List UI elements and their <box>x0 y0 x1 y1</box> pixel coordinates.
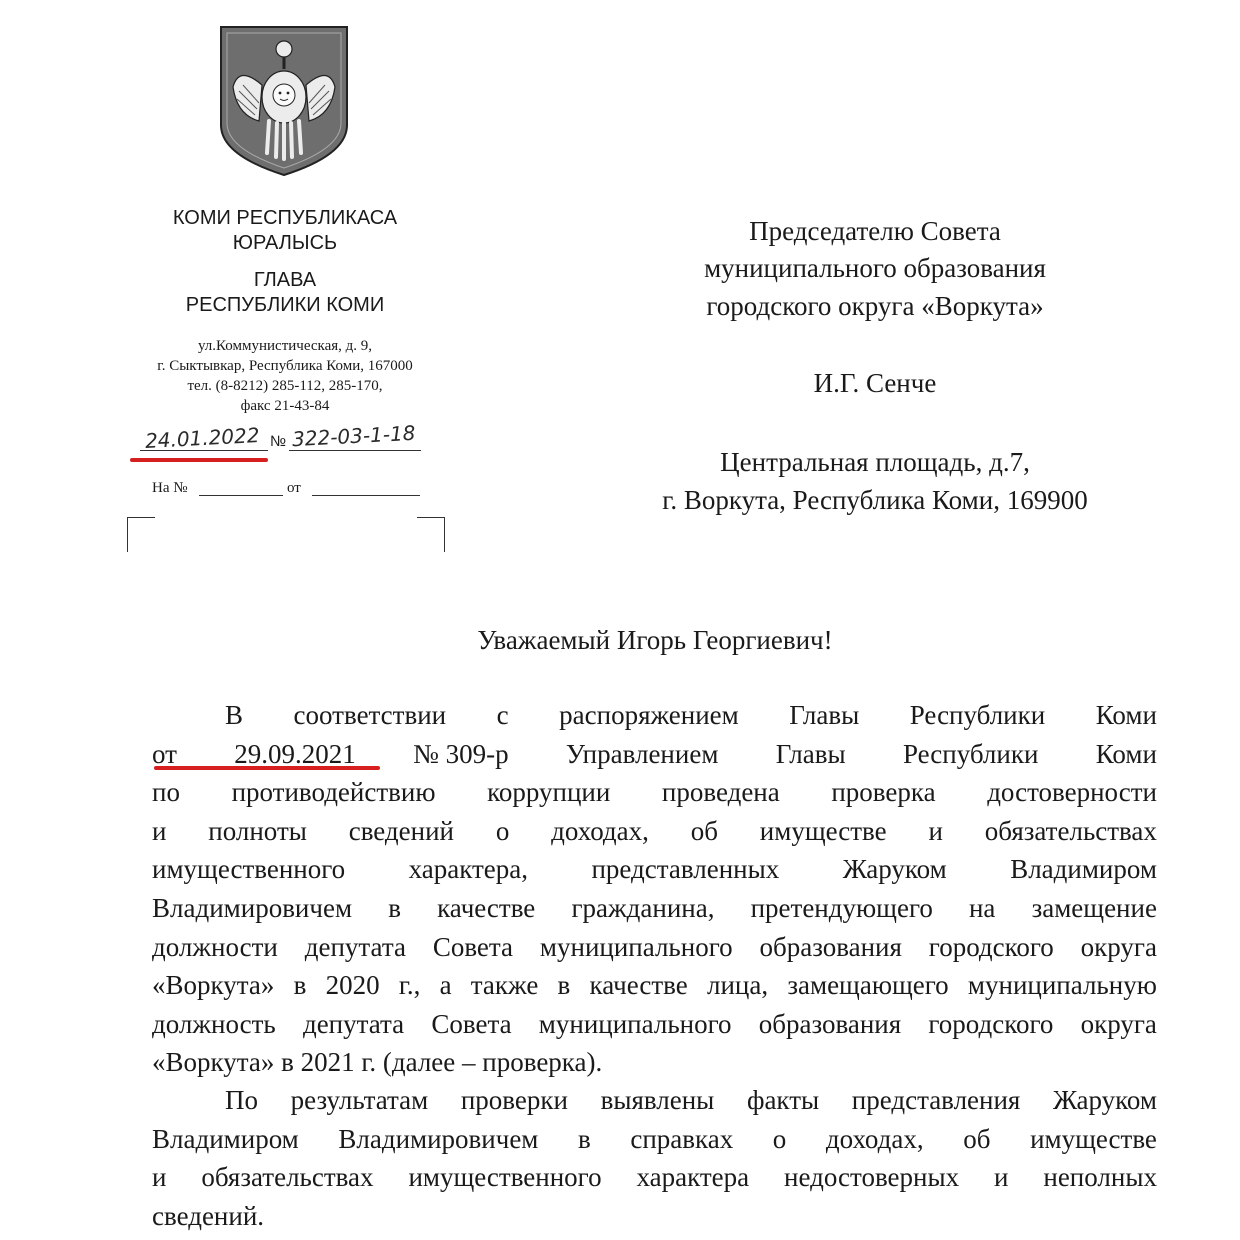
word: Владимиром <box>152 1123 299 1154</box>
word: проверки <box>460 1085 568 1115</box>
date-red-underline <box>130 458 268 462</box>
order-date-red-underline <box>154 766 380 770</box>
recipient-title-2: муниципального образования <box>704 253 1046 283</box>
text-line <box>152 928 1157 967</box>
word: противодействию <box>231 777 436 808</box>
text-line <box>152 1081 1157 1120</box>
word: Республики <box>902 738 1039 769</box>
word: Владимиром <box>1010 854 1157 885</box>
word: Коми <box>1095 738 1157 769</box>
word: № 309-р <box>413 738 509 769</box>
word: имущественного <box>152 854 346 885</box>
word: округа <box>1080 1008 1157 1039</box>
word: Главы <box>775 738 846 769</box>
word: гражданина, <box>571 892 715 923</box>
coat-of-arms-emblem <box>219 25 349 180</box>
word: с <box>496 700 509 730</box>
word: неполных <box>1043 1162 1157 1193</box>
word: 29.09.2021 <box>234 738 356 769</box>
word: «Воркута» <box>152 970 275 1001</box>
word: качестве <box>437 892 536 923</box>
org-title-2: РЕСПУБЛИКИ КОМИ <box>185 294 385 316</box>
word: сведений <box>348 815 454 846</box>
word: и <box>152 1162 167 1193</box>
word: имущественного <box>408 1162 602 1193</box>
word: характера, <box>408 854 528 885</box>
word: депутата <box>304 931 406 962</box>
word: распоряжением <box>559 700 739 730</box>
word: качестве <box>589 970 688 1001</box>
registration-date: 24.01.2022 <box>144 423 261 453</box>
word: муниципального <box>538 1008 732 1039</box>
word: Жаруком <box>1052 1085 1157 1115</box>
word: а <box>439 970 452 1001</box>
word: обязательствах <box>201 1162 374 1193</box>
word: округа <box>1080 931 1157 962</box>
corner-bracket-right <box>417 517 445 552</box>
word: факты <box>746 1085 820 1115</box>
recipient-name: И.Г. Сенче <box>813 368 937 398</box>
word: выявлены <box>600 1085 715 1115</box>
word: в <box>388 892 401 923</box>
word: на <box>968 892 996 923</box>
word: в <box>293 970 307 1001</box>
word: В <box>225 700 244 730</box>
text-line <box>152 889 1157 928</box>
word: и <box>152 815 167 846</box>
text-line-last: сведений. <box>152 1200 265 1231</box>
address-phone: тел. (8-8212) 285-112, 285-170, <box>187 378 383 394</box>
word: Управлением <box>565 738 719 769</box>
org-name-komi: КОМИ РЕСПУБЛИКАСА <box>172 207 398 229</box>
org-title: ГЛАВА <box>253 269 317 291</box>
word: о <box>772 1123 787 1154</box>
from-label: от <box>287 480 301 496</box>
word: 2020 <box>325 970 380 1001</box>
text-line <box>152 1158 1157 1197</box>
word: проведена <box>661 777 780 808</box>
address-city: г. Сыктывкар, Республика Коми, 167000 <box>157 358 413 374</box>
word: лица, <box>706 970 769 1001</box>
word: от <box>152 738 177 769</box>
word: имуществе <box>759 815 887 846</box>
text-line <box>152 1120 1157 1159</box>
text-line <box>152 1005 1157 1044</box>
word: в <box>557 970 571 1001</box>
word: доходах, <box>825 1123 924 1154</box>
org-name-komi-2: ЮРАЛЫСЬ <box>232 232 338 254</box>
recipient-address-2: г. Воркута, Республика Коми, 169900 <box>662 485 1088 515</box>
registration-number: 322-03-1-18 <box>291 420 416 452</box>
text-line <box>152 966 1157 1005</box>
corner-bracket-left <box>127 517 155 552</box>
ref-label: На № <box>152 480 188 496</box>
word: в <box>578 1123 591 1154</box>
text-line-last: «Воркута» в 2021 г. (далее – проверка). <box>152 1047 603 1078</box>
word: также <box>470 970 539 1001</box>
word: полноты <box>208 815 307 846</box>
word: доходах, <box>551 815 649 846</box>
text-line <box>152 850 1157 889</box>
word: Коми <box>1095 700 1157 730</box>
word: недостоверных <box>784 1162 960 1193</box>
word: замещение <box>1031 892 1157 923</box>
word: депутата <box>302 1008 405 1039</box>
word: муниципального <box>539 931 733 962</box>
address-street: ул.Коммунистическая, д. 9, <box>197 338 373 354</box>
word: проверка <box>831 777 936 808</box>
recipient-address-1: Центральная площадь, д.7, <box>720 447 1030 477</box>
word: Жаруком <box>842 854 947 885</box>
word: представления <box>851 1085 1021 1115</box>
word: результатам <box>290 1085 429 1115</box>
word: по <box>152 777 180 808</box>
word: Владимировичем <box>152 892 353 923</box>
word: справках <box>630 1123 734 1154</box>
word: Владимировичем <box>338 1123 539 1154</box>
word: муниципальную <box>967 970 1157 1001</box>
word: об <box>963 1123 991 1154</box>
paragraph-2 <box>152 1081 1157 1235</box>
text-line <box>152 773 1157 812</box>
word: Республики <box>909 700 1046 730</box>
text-line <box>152 696 1157 735</box>
word: соответствии <box>293 700 447 730</box>
text-line <box>152 812 1157 851</box>
word: должность <box>152 1008 276 1039</box>
recipient-title-3: городского округа «Воркута» <box>706 291 1044 321</box>
number-sign: № <box>270 433 287 450</box>
word: обязательствах <box>984 815 1157 846</box>
word: образования <box>759 931 902 962</box>
word: представленных <box>591 854 780 885</box>
word: Главы <box>789 700 860 730</box>
greeting: Уважаемый Игорь Георгиевич! <box>477 625 833 655</box>
word: городского <box>928 1008 1054 1039</box>
word: и <box>928 815 943 846</box>
word: коррупции <box>487 777 611 808</box>
word: имуществе <box>1030 1123 1157 1154</box>
word: достоверности <box>987 777 1157 808</box>
word: должности <box>152 931 278 962</box>
word: По <box>225 1085 258 1115</box>
word: городского <box>928 931 1054 962</box>
word: Совета <box>431 1008 512 1039</box>
word: Совета <box>432 931 514 962</box>
word: замещающего <box>787 970 949 1001</box>
word: образования <box>758 1008 902 1039</box>
word: претендующего <box>750 892 933 923</box>
recipient-title-1: Председателю Совета <box>749 216 1001 246</box>
address-fax: факс 21-43-84 <box>240 398 330 414</box>
word: характера <box>636 1162 750 1193</box>
paragraph-1 <box>152 696 1157 1082</box>
word: об <box>690 815 718 846</box>
word: г., <box>398 970 421 1001</box>
word: и <box>994 1162 1009 1193</box>
word: о <box>495 815 510 846</box>
